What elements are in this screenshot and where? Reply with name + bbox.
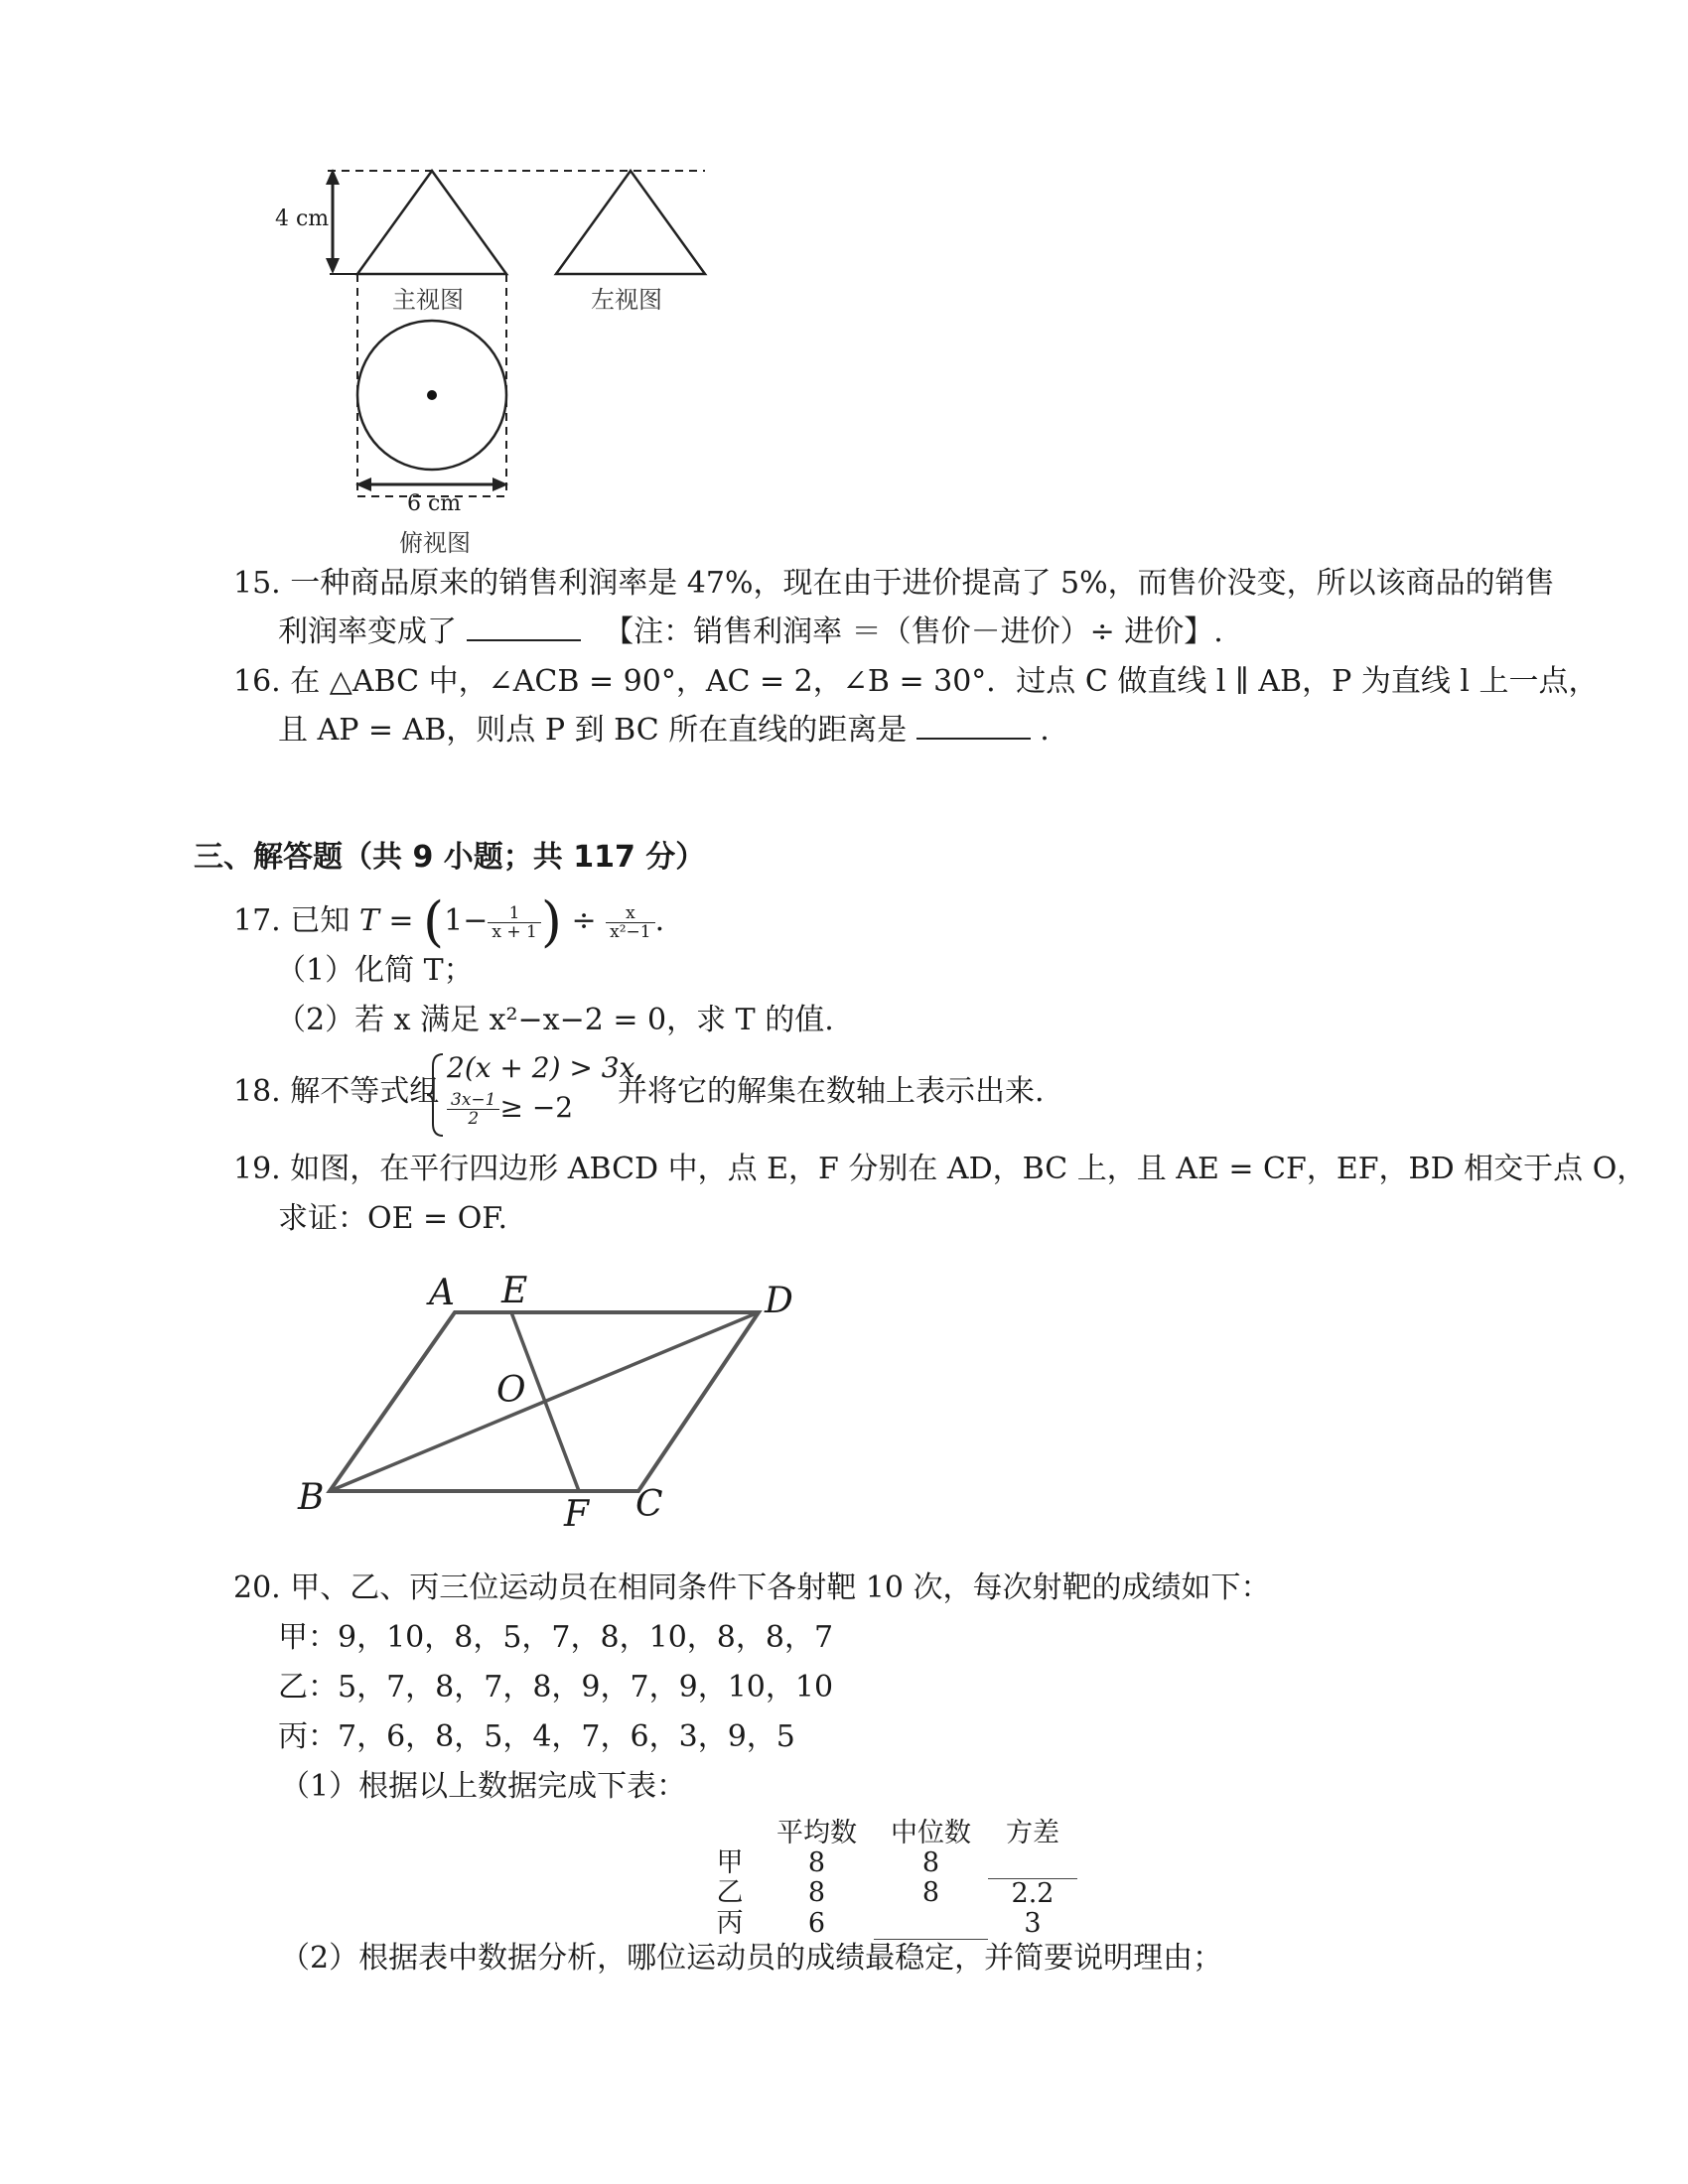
table-header: 平均数 <box>776 1818 857 1848</box>
question-text: 一种商品原来的销售利润率是 47%，现在由于进价提高了 5%，而售价没变，所以该商品的销售 <box>290 566 1555 601</box>
table-cell: 8 <box>807 1847 826 1878</box>
vertex-label-d: D <box>765 1281 793 1321</box>
question-19-line2: 求证：OE = OF. <box>278 1201 507 1236</box>
question-20-part1: （1）根据以上数据完成下表： <box>280 1769 687 1804</box>
question-number: 17. <box>233 903 281 938</box>
question-15-line2 <box>278 614 1223 650</box>
section-heading: 三、解答题（共 9 小题；共 117 分） <box>194 840 706 875</box>
question-16-line2: 且 AP = AB，则点 P 到 BC 所在直线的距离是 . <box>278 713 1050 748</box>
front-view-label: 主视图 <box>392 286 464 314</box>
table-row <box>700 1878 1077 1909</box>
table-header: 中位数 <box>891 1818 971 1848</box>
answer-blank[interactable] <box>874 1909 988 1940</box>
question-text: 在 △ABC 中，∠ACB = 90°，AC = 2，∠B = 30°．过点 C 做直线 l ∥ AB，P 为直线 l 上一点， <box>290 664 1599 699</box>
scores-bing: 丙：7，6，8，5，4，7，6，3，9，5 <box>278 1719 795 1754</box>
question-20-intro <box>233 1570 1271 1606</box>
answer-blank[interactable] <box>916 714 1031 740</box>
question-17: 17. 已知 T = (1− $\frac{1}{x + 1}$ ) ÷ $\frac{x}{\text{x²−1}}$ . <box>233 890 665 953</box>
table-row <box>700 1848 1077 1878</box>
table-row <box>700 1909 1077 1940</box>
answer-blank[interactable] <box>467 615 581 641</box>
left-view-triangle <box>556 171 705 274</box>
question-text: 如图，在平行四边形 ABCD 中，点 E，F 分别在 AD，BC 上，且 AE = CF，EF，BD 相交于点 O， <box>290 1152 1647 1186</box>
question-note: 【注：销售利润率 ＝（售价－进价）÷ 进价】. <box>604 614 1223 649</box>
table-cell: 2.2 <box>988 1878 1077 1909</box>
question-17-part1: （1）化简 T； <box>276 953 474 988</box>
table-cell: 甲 <box>716 1847 744 1878</box>
table-cell: 乙 <box>716 1877 744 1909</box>
question-18-outro: 并将它的解集在数轴上表示出来. <box>618 1074 1045 1109</box>
table-cell: 6 <box>807 1907 826 1939</box>
table-header <box>700 1819 760 1848</box>
top-view-label: 俯视图 <box>399 529 471 557</box>
question-text: 利润率变成了 <box>278 614 457 649</box>
table-header-row <box>700 1819 1077 1848</box>
question-15-line1 <box>233 566 1555 602</box>
question-text: 且 AP = AB，则点 P 到 BC 所在直线的距离是 <box>278 713 908 748</box>
question-number: 20. <box>233 1570 281 1605</box>
stats-table <box>700 1819 1077 1940</box>
parallelogram-figure <box>278 1261 834 1549</box>
scores-jia: 甲：9，10，8，5，7，8，10，8，8，7 <box>278 1620 834 1655</box>
three-view-figure <box>268 159 725 556</box>
point-label-o: O <box>496 1370 526 1411</box>
question-text: 甲、乙、丙三位运动员在相同条件下各射靶 10 次，每次射靶的成绩如下： <box>290 1570 1271 1605</box>
question-number: 19. <box>233 1152 281 1186</box>
question-16-line1 <box>233 664 1598 700</box>
question-17-part2: （2）若 x 满足 x²−x−2 = 0，求 T 的值. <box>276 1003 834 1037</box>
width-label: 6 cm <box>407 491 462 516</box>
answer-blank[interactable] <box>988 1848 1077 1878</box>
table-header: 方差 <box>1006 1818 1059 1848</box>
inequality-1: 2(x + 2) > 3x, <box>447 1051 644 1084</box>
table-cell: 8 <box>807 1877 826 1909</box>
question-19-line1 <box>233 1152 1646 1187</box>
fraction: $\frac{3x-1}{2}$ <box>447 1091 499 1128</box>
question-18-number: 18. 解不等式组 <box>233 1074 440 1109</box>
vertex-label-a: A <box>429 1273 455 1313</box>
fraction: $\frac{1}{x + 1}$ <box>488 904 540 941</box>
scores-yi: 乙：5，7，8，7，8，9，7，9，10，10 <box>278 1670 834 1705</box>
question-20-part2: （2）根据表中数据分析，哪位运动员的成绩最稳定，并简要说明理由； <box>280 1941 1223 1976</box>
table-cell: 3 <box>1024 1907 1042 1939</box>
inequality-2: $\frac{3x-1}{2}$ ≥ −2 <box>447 1090 573 1128</box>
point-label-e: E <box>501 1271 528 1311</box>
left-view-label: 左视图 <box>591 286 662 314</box>
question-number: 18. <box>233 1074 281 1109</box>
top-view-center-dot <box>427 390 437 400</box>
fraction: $\frac{x}{\text{x²−1}}$ <box>606 904 654 941</box>
table-cell: 丙 <box>716 1907 744 1939</box>
vertex-label-b: B <box>298 1477 325 1518</box>
inequality-brace <box>427 1052 447 1138</box>
question-number: 15. <box>233 566 281 601</box>
table-cell: 8 <box>921 1847 940 1878</box>
height-label: 4 cm <box>275 206 330 231</box>
vertex-label-c: C <box>635 1484 663 1525</box>
front-view-triangle <box>357 171 506 274</box>
question-number: 16. <box>233 664 281 699</box>
point-label-f: F <box>564 1494 589 1535</box>
table-cell: 8 <box>921 1877 940 1909</box>
